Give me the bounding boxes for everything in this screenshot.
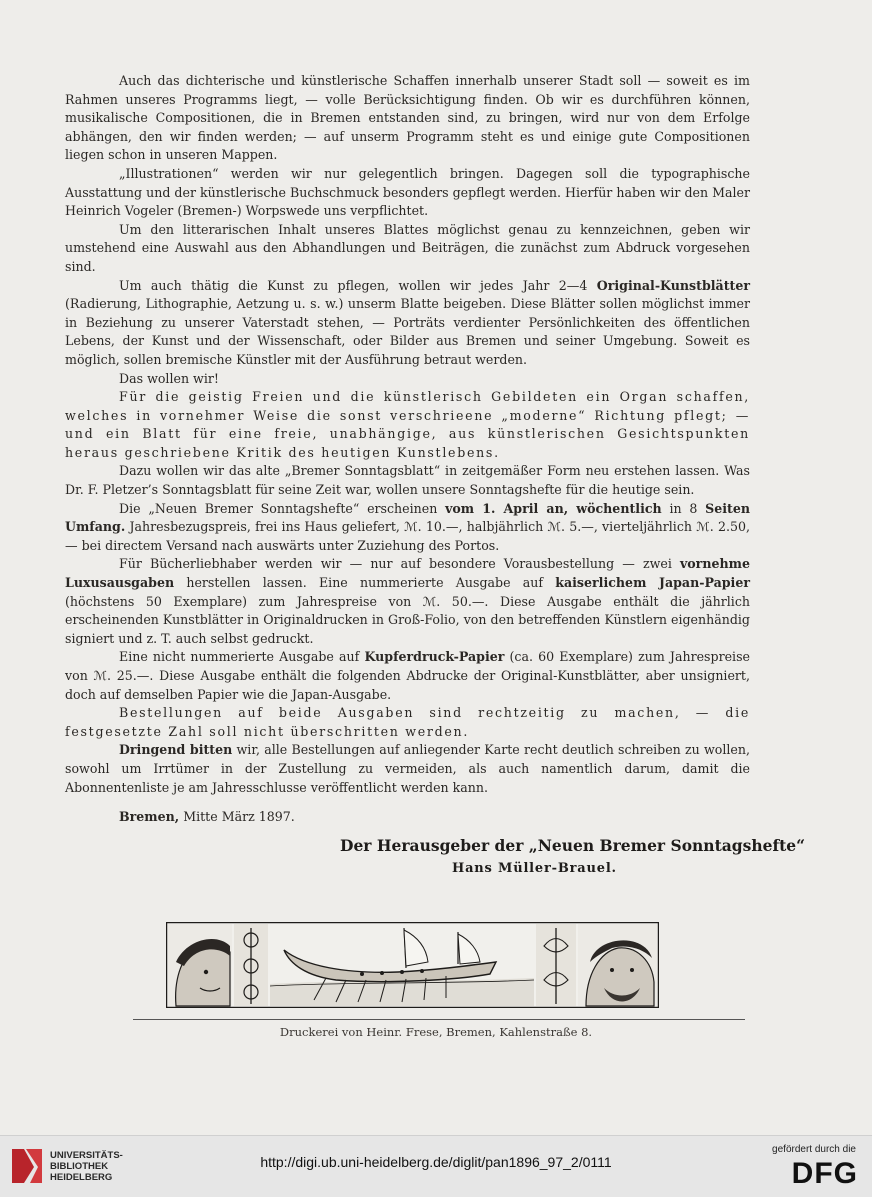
logo-line-1: UNIVERSITÄTS- bbox=[50, 1150, 123, 1161]
p9-text-c: herstellen lassen. Eine nummerierte Ausgabe auf bbox=[186, 575, 544, 591]
date-text: Mitte März 1897. bbox=[183, 809, 295, 825]
p12-emph: Dringend bitten bbox=[119, 742, 233, 758]
body-text bbox=[65, 72, 750, 827]
paragraph-4 bbox=[65, 277, 750, 370]
p8-text-c: in 8 bbox=[669, 500, 698, 516]
p8-text-a: Die „Neuen Bremer Sonntagshefte“ erscheinen bbox=[119, 500, 438, 516]
p10-text-a: Eine nicht nummerierte Ausgabe auf bbox=[119, 649, 360, 665]
paragraph-6: Für die geistig Freien und die künstlerisch Gebildeten ein Organ schaffen, welches in vornehmer Weise die sonst verschrieene „moderne“ Richtung pflegt; — und ein Blatt für eine freie, unabhängige, aus künstlerischen Gesichtspunkten heraus geschriebene Kritik des heutigen Kunstlebens. bbox=[65, 389, 750, 460]
p9-text-a: Für Bücherliebhaber werden wir — nur auf besondere Vorausbestellung — zwei bbox=[119, 556, 672, 572]
paragraph-3: Um den litterarischen Inhalt unseres Blattes möglichst genau zu kennzeichnen, geben wir umstehend eine Auswahl aus den Abhandlungen und Beiträgen, die zunächst zum Abdruck vorgesehen sind. bbox=[65, 221, 750, 274]
digitization-footer bbox=[0, 1135, 872, 1197]
right-portrait-icon bbox=[578, 924, 657, 1006]
left-portrait-icon bbox=[168, 924, 232, 1006]
p10-kupfer-emph: Kupferdruck-Papier bbox=[364, 649, 505, 665]
ship-scene-icon bbox=[270, 924, 534, 1006]
paragraph-9 bbox=[65, 555, 750, 648]
paragraph-12 bbox=[65, 741, 750, 797]
dfg-logo[interactable]: DFG bbox=[791, 1157, 858, 1190]
paragraph-5: Das wollen wir! bbox=[119, 370, 219, 386]
right-floral-border-icon bbox=[536, 924, 576, 1006]
p10-text-c: (ca. 60 Exemplare) zum Jahrespreise von ℳ. 25.—. Diese Ausgabe enthält die folgenden Abdrucke der Original-Kunstblätter, aber unsigniert, doch auf demselben Papier wie die Japan-Ausgabe. bbox=[65, 649, 750, 702]
logo-line-2: BIBLIOTHEK bbox=[50, 1161, 109, 1172]
signature-name: Hans Müller-Brauel. bbox=[452, 861, 617, 876]
p8-umfang-emph: Seiten Umfang. bbox=[65, 500, 750, 535]
left-floral-border-icon bbox=[234, 924, 268, 1006]
p4-text-a: Um auch thätig die Kunst zu pflegen, wollen wir jedes Jahr 2—4 bbox=[119, 277, 588, 293]
paragraph-8 bbox=[65, 500, 750, 556]
paragraph-2: „Illustrationen“ werden wir nur gelegentlich bringen. Dagegen soll die typographische Ausstattung und der künstlerische Buchschmuck besonders gepflegt werden. Hierfür haben wir den Maler Heinrich Vogeler (Bremen-) Worpswede uns verpflichtet. bbox=[65, 165, 750, 219]
p9-japan-emph: kaiserlichem Japan-Papier bbox=[555, 575, 750, 591]
paragraph-7: Dazu wollen wir das alte „Bremer Sonntagsblatt“ in zeitgemäßer Form neu erstehen lassen. Was Dr. F. Pletzer’s Sonntagsblatt für seine Zeit war, wollen unsere Sonntagshefte für die heutige sein. bbox=[65, 463, 750, 498]
p9-text-e: (höchstens 50 Exemplare) zum Jahrespreise von ℳ. 50.—. Diese Ausgabe enthält die jährlich erscheinenden Kunstblätter in Originaldrucken in Groß-Folio, von den betreffenden Künstlern eigenhändig signiert und z. T. auch selbst gedruckt. bbox=[65, 593, 750, 646]
p9-luxus-emph: vornehme Luxusausgaben bbox=[65, 556, 750, 591]
date-place: Bremen, bbox=[119, 809, 180, 825]
divider-rule bbox=[133, 1019, 745, 1020]
signature-title: Der Herausgeber der „Neuen Bremer Sonntagshefte“ bbox=[340, 836, 806, 855]
p8-text-e: Jahresbezugspreis, frei ins Haus geliefert, ℳ. 10.—, halbjährlich ℳ. 5.—, vierteljährlich ℳ. 2.50, — bei directem Versand nach auswärts unter Zuziehung des Portos. bbox=[65, 519, 750, 553]
paragraph-1: Auch das dichterische und künstlerische Schaffen innerhalb unserer Stadt soll — soweit es im Rahmen unseres Programms liegt, — volle Berücksichtigung finden. Ob wir es durchführen können, musikalische Compositionen, die in Bremen entstanden sind, zu bringen, wird nur von dem Erfolge abhängen, den wir finden werden; — auf unserm Programm steht es und einige gute Compositionen liegen schon in unseren Mappen. bbox=[65, 73, 750, 163]
funding-note: gefördert durch die bbox=[772, 1144, 856, 1155]
p8-date-emph: vom 1. April an, wöchentlich bbox=[445, 500, 662, 516]
permalink-url[interactable]: http://digi.ub.uni-heidelberg.de/diglit/pan1896_97_2/0111 bbox=[260, 1154, 612, 1170]
ship-vignette-illustration bbox=[166, 922, 659, 1008]
p12-text-b: wir, alle Bestellungen auf anliegender Karte recht deutlich schreiben zu wollen, sowohl um Irrtümer in der Zustellung zu vermeiden, als auch namentlich darum, damit die Abonnentenliste je am Jahresschlusse veröffentlicht werden kann. bbox=[65, 742, 750, 795]
p4-kunstblaetter: Original-Kunstblätter bbox=[596, 277, 750, 293]
p4-text-c: (Radierung, Lithographie, Aetzung u. s. w.) unserm Blatte beigeben. Diese Blätter sollen möglichst immer in Beziehung zu unserer Vaterstadt stehen, — Porträts verdienter Persönlichkeiten des öffentlichen Lebens, der Kunst und der Wissenschaft, oder Bilder aus Bremen und seiner Umgebung. Soweit es möglich, sollen bremische Künstler mit der Ausführung betraut werden. bbox=[65, 296, 750, 367]
paragraph-11: Bestellungen auf beide Ausgaben sind rechtzeitig zu machen, — die festgesetzte Zahl soll nicht überschritten werden. bbox=[65, 705, 750, 739]
printer-imprint: Druckerei von Heinr. Frese, Bremen, Kahlenstraße 8. bbox=[279, 1025, 593, 1039]
paragraph-10 bbox=[65, 648, 750, 704]
date-line bbox=[65, 808, 750, 827]
logo-line-3: HEIDELBERG bbox=[50, 1172, 113, 1183]
